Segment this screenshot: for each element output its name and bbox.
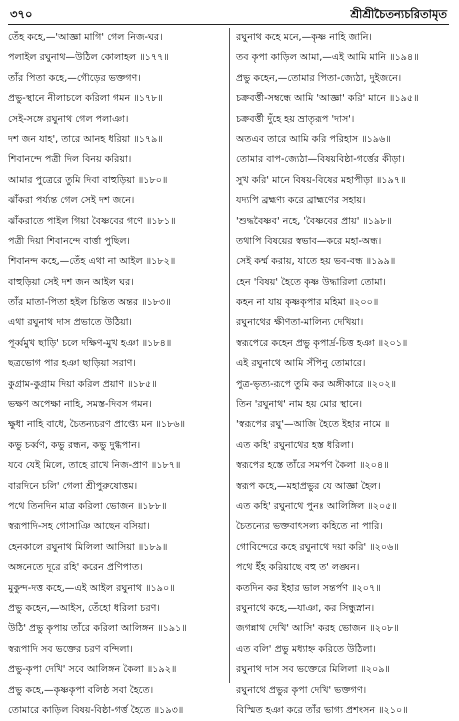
verse-line: বাহুড়িয়া সেই দশ জন আইল ঘর। [8,276,134,288]
verse-line: সুখ করি' মানে বিষয়-বিষের মহাপীড়া ॥১৯৭॥ [236,174,406,186]
verse-line: হেনকালে রঘুনাথ মিলিলা আসিয়া ॥১৮৯॥ [8,541,168,553]
verse-line: ঝাঁকরাতে পাইল গিয়া বৈষ্ণবের গণে ॥১৮১॥ [8,215,176,227]
verse-line: স্বরূপের হস্তে তাঁরে সমর্পণ কৈলা ॥২০৪॥ [236,460,389,472]
verse-line: সেই-সঙ্গে রঘুনাথ গেল পলাঞা। [8,113,129,125]
verse-line: তেঁহ কহে,—'আজ্ঞা মাগি' গেল নিজ-ঘর। [8,32,163,43]
verse-line: পথে ইঁহ করিয়াছে বহু ত' লঙ্ঘন। [236,562,360,574]
verse-line: বিস্মিত হঞা করে তাঁর ভাগ্য প্রশংসন ॥২১০॥ [236,704,408,716]
verse-line: তব কৃপা কাড়িল আমা,—এই আমি মানি ॥১৯৪॥ [236,52,419,64]
column-divider [229,28,230,683]
verse-line: কতদিন কর ইহার ভাল সন্তর্পণ ॥২০৭॥ [236,582,381,594]
verse-line: পত্রী দিয়া শিবানন্দে বার্ত্তা পুছিল। [8,235,130,247]
verse-line: ছত্রভোগ পার হঞা ছাড়িয়া সরাণ। [8,358,136,370]
verse-line: রঘুনাথের ক্ষীণতা-মালিন্য দেখিয়া। [236,317,364,329]
verse-line: তাঁর পিতা কহে,—গৌড়ের ভক্তগণ। [8,72,141,84]
verse-line: শিবানন্দে পত্রী দিল বিনয় করিয়া। [8,154,132,166]
right-column [236,28,452,716]
verse-line: জগন্নাথ দেখি' আসি' করহ ভোজন ॥২০৮॥ [236,623,399,635]
verse-line: রঘুনাথ কহে মনে,—কৃষ্ণ নাহি জানি। [236,32,372,43]
verse-line: কভু চর্ব্বণ, কভু রন্ধন, কভু দুগ্ধপান। [8,439,141,451]
verse-line: আমার পুত্রেরে তুমি দিবা বাহুড়িয়া ॥১৮০॥ [8,174,168,186]
verse-line: ঝাঁকরা পর্য্যন্ত গেল সেই দশ জনে। [8,195,135,207]
verse-line: প্রভু কহেন,—তোমার পিতা-জ্যেঠা, দুইজনে। [236,72,402,84]
verse-line: তোমার বাপ-জ্যেঠা—বিষয়বিষ্ঠা-গর্ত্তের কীড়া। [236,154,405,166]
verse-line: স্বরূপ কহে,—মহাপ্রভুর যে আজ্ঞা হৈল। [236,480,381,492]
verse-line: স্বরূপাদি-সহ গোসাঞি আছেন বসিয়া। [8,521,150,533]
verse-line: স্বরূপেরে কহেন প্রভু কৃপার্দ্র-চিত্ত হঞা ॥২০১॥ [236,337,408,349]
running-title: শ্রীশ্রীচৈতন্যচরিতামৃত [350,7,447,21]
verse-line: এত কহি' রঘুনাথের হস্ত ধরিলা। [236,439,354,451]
verse-line: পূর্ব্বমুখ ছাড়ি' চলে দক্ষিণ-মুখ হঞা ॥১৮৪॥ [8,337,172,349]
verse-line: স্বরূপাদি সব ভক্তের চরণ বন্দিলা। [8,643,133,655]
verse-line: শিবানন্দ কহে,—তেঁহ এথা না আইল ॥১৮২॥ [8,256,176,268]
verse-line: রঘুনাথে প্রভুর কৃপা দেখি' ভক্তগণ। [236,684,367,696]
verse-line: পলাইল রঘুনাথ—উঠিল কোলাহল ॥১৭৭॥ [8,52,169,64]
verse-line: এত বলি' প্রভু মধ্যাহ্ন করিতে উঠিলা। [236,643,376,655]
verse-line: পুত্র-ভৃত্য-রূপে তুমি কর অঙ্গীকারে ॥২০২॥ [236,378,397,390]
verse-line: যবে যেই মিলে, তাহে রাখে নিজ-প্রাণ ॥১৮৭॥ [8,460,181,472]
page-header [10,6,447,24]
verse-line: তিন 'রঘুনাথ' নাম হয় মোর স্থানে। [236,399,363,411]
verse-line: এথা রঘুনাথ দাস প্রভাতে উঠিয়া। [8,317,132,329]
verse-line: তাঁর মাতা-পিতা হইল চিন্তিত অন্তর ॥১৮৩॥ [8,297,171,309]
verse-line: অঙ্গনেতে দূরে রহি' করেন প্রণিপাত। [8,562,143,574]
verse-line: চক্রবর্ত্তী-সম্বন্ধে আমি 'আজ্ঞা' করি' মানে ॥১৯৫॥ [236,93,419,105]
verse-line: তোমারে কাড়িল বিষয়-বিষ্ঠা-গর্ত্ত হৈতে ॥১৯৩॥ [8,704,184,716]
verse-line: উঠি' প্রভু কৃপায় তাঁরে করিলা আলিঙ্গন ॥১৯১॥ [8,623,187,635]
verse-line: 'স্বরূপের রঘু'—আজি হৈতে ইহার নামে ॥ [236,419,390,431]
verse-line: চক্রবর্ত্তী দুঁহে হয় ভ্রাতৃরূপ 'দাস'। [236,113,355,125]
verse-line: অতএব তারে আমি করি পরিহাস ॥১৯৬॥ [236,133,391,145]
verse-line: প্রভু-স্থানে নীলাচলে করিলা গমন ॥১৭৮॥ [8,93,163,105]
verse-line: ভক্ষণ অপেক্ষা নাহি, সমস্ত-দিবস গমন। [8,399,152,411]
verse-line: কহন না যায় কৃষ্ণকৃপার মহিমা ॥২০০॥ [236,297,379,309]
verse-line: সেই কর্ম্ম করায়, যাতে হয় ভব-বন্ধ ॥১৯৯॥ [236,256,396,268]
verse-line: বারদিনে চলি' গেলা শ্রীপুরুষোত্তম। [8,480,138,492]
verse-line: মুকুন্দ-দত্ত কহে,—এই আইল রঘুনাথ ॥১৯০॥ [8,582,175,594]
verse-line: তথাপি বিষয়ের স্বভাব—করে মহা-অন্ধ। [236,235,382,247]
verse-line: 'শুদ্ধবৈষ্ণব' নহে, 'বৈষ্ণবের প্রায়' ॥১৯৮॥ [236,215,392,227]
verse-line: চৈতন্যের ভক্তবাৎসল্য কহিতে না পারি। [236,521,383,533]
verse-line: প্রভু কহেন,—আইস, তেঁহো ধরিলা চরণ। [8,602,160,614]
page-number: ৩৭০ [10,7,33,21]
verse-line: এই রঘুনাথে আমি সঁপিনু তোমারে। [236,358,366,370]
verse-line: প্রভু-কৃপা দেখি' সবে আলিঙ্গন কৈলা ॥১৯২॥ [8,664,177,676]
verse-line: প্রভু কহে,—কৃষ্ণকৃপা বলিষ্ঠ সবা হৈতে। [8,684,154,696]
verse-line: যদ্যপি ব্রহ্মণ্য করে ব্রাহ্মণের সহায়। [236,195,366,207]
verse-line: রঘুনাথে কহে,—যাঞা, কর সিন্ধুস্নান। [236,602,375,614]
verse-line: গোবিন্দেরে কহে রঘুনাথে দয়া করি' ॥২০৬॥ [236,541,399,553]
left-column [8,28,224,716]
header-rule [8,24,449,25]
verse-line: এত কহি' রঘুনাথে পুনঃ আলিঙ্গিল ॥২০৫॥ [236,500,397,512]
verse-line: দশ জন যাহ', তারে আনহ ধরিয়া ॥১৭৯॥ [8,133,163,145]
verse-line: রঘুনাথ দাস সব ভক্তেরে মিলিলা ॥২০৯॥ [236,664,390,676]
verse-line: হেন 'বিষয়' হৈতে কৃষ্ণ উদ্ধারিলা তোমা। [236,276,386,288]
verse-line: ক্ষুধা নাহি বাধে, চৈতন্যচরণ প্রাপ্ত্যে মন ॥১৮৬॥ [8,419,186,431]
verse-line: পথে তিনদিন মাত্র করিলা ভোজন ॥১৮৮॥ [8,500,167,512]
verse-line: কুগ্রাম-কুগ্রাম দিয়া করিল প্রয়াণ ॥১৮৫॥ [8,378,157,390]
